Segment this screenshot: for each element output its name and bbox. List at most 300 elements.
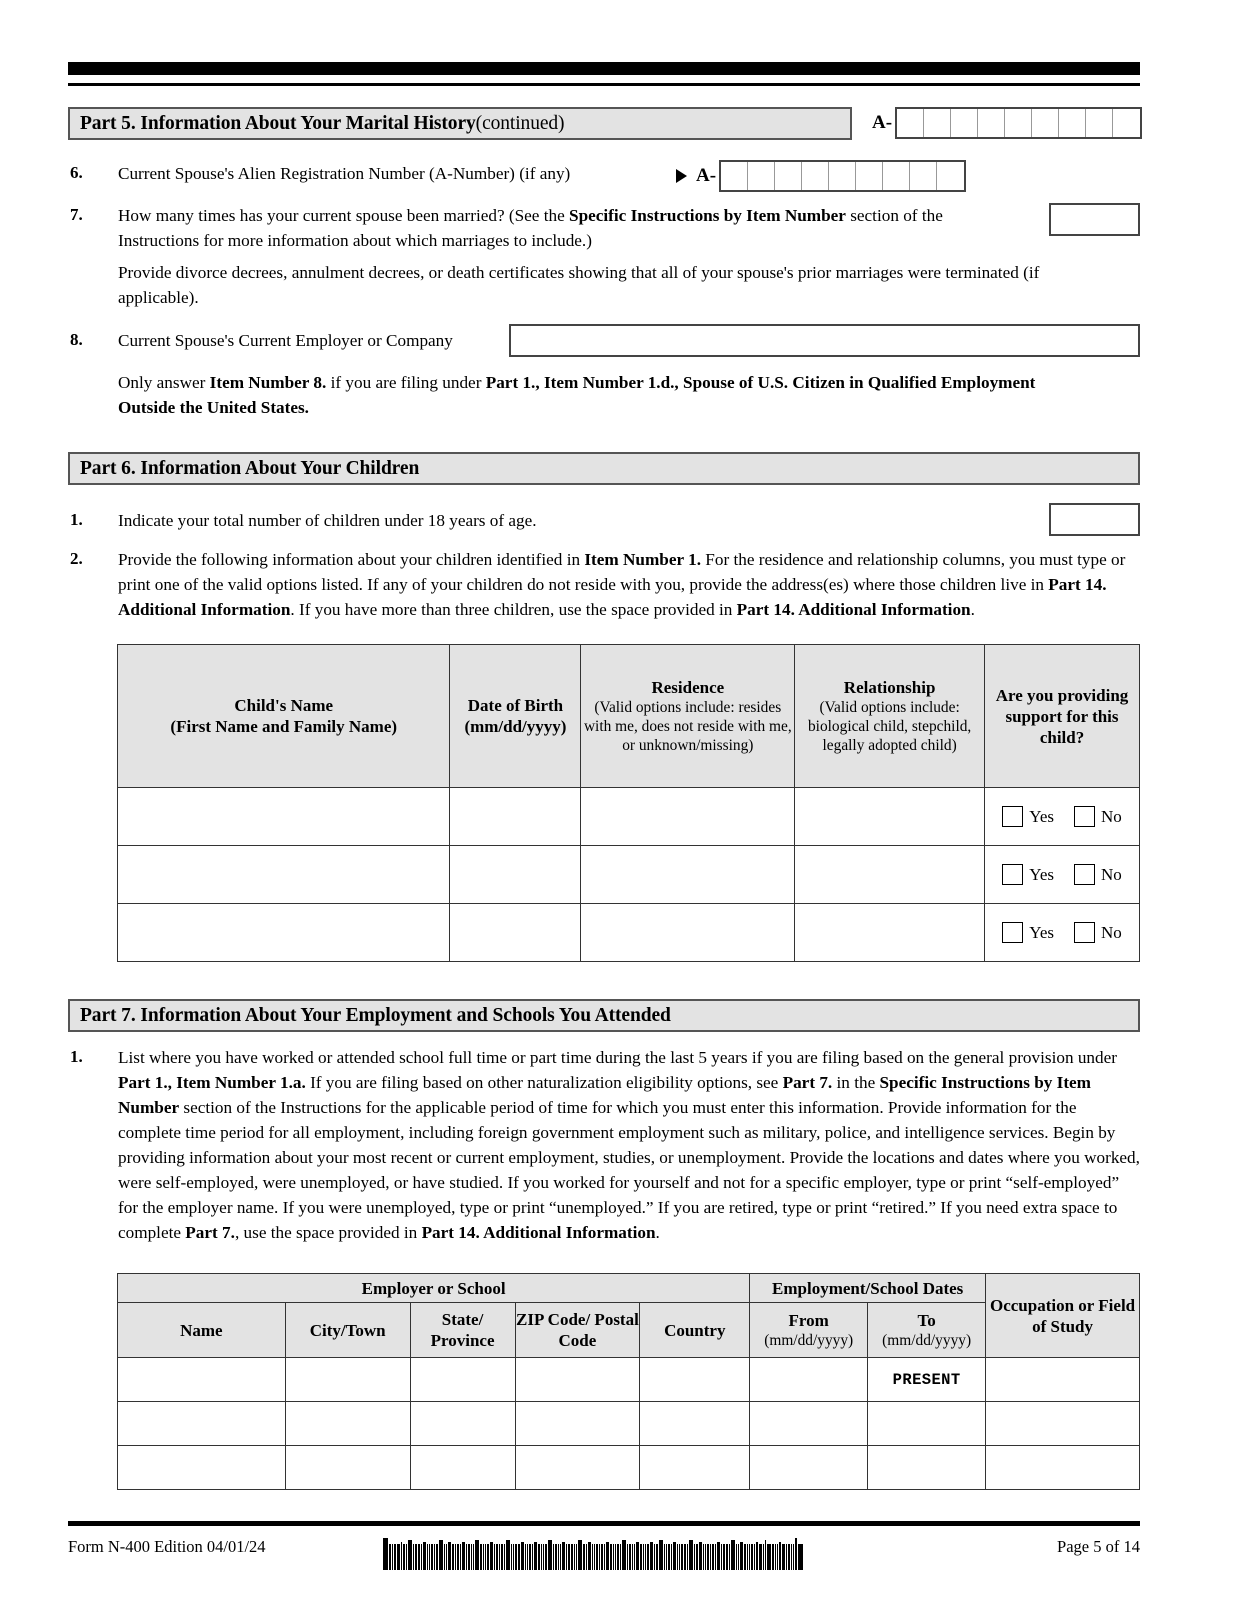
- emp-from-cell[interactable]: [750, 1358, 868, 1402]
- part-7-header: [68, 999, 1140, 1032]
- col-date-of-birth-main: Date of Birth: [467, 696, 564, 715]
- support-no-label: No: [1101, 922, 1122, 942]
- barcode-bar: [494, 1544, 495, 1570]
- table-row: [118, 904, 1140, 962]
- part-7-title: Part 7. Information About Your Employment and Schools You Attended: [80, 1004, 671, 1026]
- support-no-checkbox[interactable]: [1074, 864, 1095, 885]
- barcode-bar: [436, 1544, 438, 1570]
- barcode-bar: [694, 1544, 695, 1570]
- barcode-bar: [504, 1544, 505, 1570]
- anumber-cell[interactable]: [856, 162, 883, 190]
- barcode-bar: [712, 1544, 714, 1570]
- barcode-bar: [389, 1544, 391, 1570]
- col-child-name-sub: (First Name and Family Name): [170, 717, 398, 736]
- emp-country-cell[interactable]: [640, 1402, 750, 1446]
- barcode-bar: [668, 1544, 670, 1570]
- barcode-bar: [588, 1542, 591, 1570]
- barcode-bar: [485, 1544, 486, 1570]
- col-zip-postal: [515, 1303, 640, 1358]
- children-table-header-row: [118, 645, 1140, 788]
- barcode-bar: [613, 1544, 614, 1570]
- barcode-bar: [439, 1540, 443, 1570]
- barcode-bar: [659, 1540, 663, 1570]
- barcode-bar: [736, 1544, 737, 1570]
- col-relationship-main: Relationship: [843, 678, 936, 697]
- support-no-label: No: [1101, 806, 1122, 826]
- barcode-bar: [647, 1544, 649, 1570]
- emp-zip-cell[interactable]: [515, 1446, 640, 1490]
- item-6-number: 6.: [70, 163, 83, 182]
- emp-occupation-cell[interactable]: [986, 1402, 1140, 1446]
- barcode-bar: [501, 1544, 503, 1570]
- barcode-bar: [455, 1544, 456, 1570]
- barcode-bar: [415, 1544, 417, 1570]
- col-date-of-birth-sub: (mm/dd/yyyy): [464, 717, 567, 736]
- barcode-bar: [617, 1544, 619, 1570]
- emp-occupation-cell[interactable]: [986, 1358, 1140, 1402]
- barcode-bar: [583, 1544, 585, 1570]
- col-relationship: [795, 645, 985, 788]
- barcode-bar: [518, 1544, 520, 1570]
- item-8-input[interactable]: [509, 324, 1140, 357]
- barcode-bar: [434, 1544, 435, 1570]
- barcode-bar: [431, 1544, 433, 1570]
- barcode-bar: [622, 1540, 626, 1570]
- col-support: [985, 645, 1140, 788]
- barcode-bar: [383, 1538, 388, 1570]
- part-6-title: Part 6. Information About Your Children: [80, 457, 420, 479]
- anumber-grid[interactable]: [895, 107, 1142, 139]
- support-cell: [985, 904, 1140, 962]
- date-of-birth-cell[interactable]: [450, 788, 581, 846]
- emp-country-cell[interactable]: [640, 1446, 750, 1490]
- barcode-bar: [406, 1544, 407, 1570]
- col-residence-sub: (Valid options include: resides with me, does not reside with me, or unknown/missing): [583, 699, 792, 754]
- support-no-label: No: [1101, 864, 1122, 884]
- barcode-bar: [604, 1544, 605, 1570]
- barcode-bar: [506, 1540, 510, 1570]
- relationship-cell[interactable]: [795, 846, 985, 904]
- barcode-bar: [397, 1544, 400, 1570]
- barcode-bar: [403, 1544, 405, 1570]
- barcode-bar: [444, 1544, 445, 1570]
- part-5-title-continued: (continued): [475, 112, 565, 134]
- barcode-bar: [534, 1542, 537, 1570]
- barcode-bar: [786, 1544, 787, 1570]
- barcode-bar: [715, 1544, 716, 1570]
- barcode-bar: [601, 1544, 603, 1570]
- barcode-bar: [666, 1544, 667, 1570]
- emp-state-cell[interactable]: [410, 1446, 515, 1490]
- barcode-bar: [576, 1544, 577, 1570]
- barcode-bar: [521, 1542, 524, 1570]
- col-date-from: [750, 1303, 868, 1358]
- table-row: [118, 846, 1140, 904]
- table-row: [118, 1446, 1140, 1490]
- item-6-anumber-label: A-: [696, 165, 717, 186]
- barcode-bar: [772, 1544, 774, 1570]
- barcode-bar: [763, 1544, 764, 1570]
- col-occupation-label: Occupation or Field of Study: [989, 1295, 1136, 1336]
- barcode-bar: [795, 1538, 797, 1570]
- barcode-bar: [703, 1544, 704, 1570]
- item-6-label: Current Spouse's Alien Registration Number (A-Number) (if any): [118, 164, 571, 183]
- item-7-note: Provide divorce decrees, annulment decrees, or death certificates showing that all of your spouse's prior marriages were terminated (if applicable).: [118, 263, 1040, 307]
- barcode-bar: [677, 1544, 678, 1570]
- barcode-bar: [515, 1544, 517, 1570]
- col-date-to-main: To: [917, 1311, 936, 1330]
- barcode-bar: [798, 1544, 803, 1570]
- employment-group-header-row: [118, 1274, 1140, 1303]
- barcode-bar: [640, 1544, 642, 1570]
- barcode-bar: [466, 1544, 467, 1570]
- part-6-header: [68, 452, 1140, 485]
- barcode-bar: [568, 1544, 570, 1570]
- barcode-bar: [408, 1540, 412, 1570]
- emp-city-cell[interactable]: [285, 1402, 410, 1446]
- barcode: [383, 1534, 863, 1570]
- barcode-bar: [487, 1544, 489, 1570]
- barcode-bar: [421, 1544, 422, 1570]
- barcode-bar: [594, 1544, 595, 1570]
- barcode-bar: [555, 1544, 557, 1570]
- barcode-bar: [423, 1542, 426, 1570]
- barcode-bar: [731, 1540, 735, 1570]
- col-state-province: [410, 1303, 515, 1358]
- col-group-dates-label: Employment/School Dates: [772, 1278, 964, 1298]
- emp-state-cell[interactable]: [410, 1358, 515, 1402]
- barcode-bar: [558, 1544, 559, 1570]
- barcode-bar: [620, 1544, 621, 1570]
- anumber-cell[interactable]: [951, 109, 978, 137]
- relationship-cell[interactable]: [795, 788, 985, 846]
- present-label: PRESENT: [892, 1370, 961, 1389]
- item-6-anumber-field[interactable]: [676, 160, 966, 192]
- emp-to-cell[interactable]: [868, 1446, 986, 1490]
- col-group-employer-label: Employer or School: [361, 1278, 506, 1298]
- barcode-bar: [707, 1544, 709, 1570]
- item-8-note: Only answer Item Number 8. if you are filing under Part 1., Item Number 1.d., Spouse of U.S. Citizen in Qualified Employment Outside the United States.: [118, 373, 1036, 417]
- barcode-bar: [596, 1544, 598, 1570]
- support-cell: [985, 846, 1140, 904]
- anumber-cell[interactable]: [897, 109, 924, 137]
- relationship-cell[interactable]: [795, 904, 985, 962]
- barcode-bar: [471, 1544, 472, 1570]
- barcode-bar: [586, 1544, 587, 1570]
- anumber-cell[interactable]: [910, 162, 937, 190]
- barcode-bar: [462, 1542, 465, 1570]
- anumber-cell[interactable]: [937, 162, 964, 190]
- col-residence: [581, 645, 795, 788]
- barcode-bar: [793, 1544, 794, 1570]
- barcode-bar: [599, 1544, 600, 1570]
- anumber-cell[interactable]: [883, 162, 910, 190]
- support-cell: [985, 788, 1140, 846]
- children-table: [117, 644, 1140, 962]
- barcode-bar: [689, 1540, 693, 1570]
- barcode-bar: [738, 1544, 739, 1570]
- barcode-bar: [650, 1542, 653, 1570]
- anumber-cell[interactable]: [802, 162, 829, 190]
- table-row: [118, 1402, 1140, 1446]
- emp-country-cell[interactable]: [640, 1358, 750, 1402]
- barcode-bar: [427, 1544, 428, 1570]
- anumber-cell[interactable]: [1113, 109, 1140, 137]
- barcode-bar: [562, 1542, 565, 1570]
- anumber-cell[interactable]: [924, 109, 951, 137]
- barcode-bar: [779, 1542, 781, 1570]
- barcode-bar: [473, 1544, 474, 1570]
- barcode-bar: [749, 1544, 750, 1570]
- barcode-bar: [656, 1544, 658, 1570]
- col-emp-name: [118, 1303, 286, 1358]
- barcode-bar: [696, 1544, 698, 1570]
- anumber-cell[interactable]: [978, 109, 1005, 137]
- part7-item-1-number: 1.: [70, 1047, 83, 1066]
- anumber-cell[interactable]: [748, 162, 775, 190]
- col-occupation: [986, 1274, 1140, 1358]
- barcode-bar: [777, 1544, 778, 1570]
- emp-name-cell[interactable]: [118, 1402, 286, 1446]
- barcode-bar: [548, 1540, 552, 1570]
- col-date-of-birth: [450, 645, 581, 788]
- barcode-bar: [629, 1544, 631, 1570]
- table-row: [118, 788, 1140, 846]
- emp-state-cell[interactable]: [410, 1402, 515, 1446]
- item-8-label: Current Spouse's Current Employer or Company: [118, 331, 453, 350]
- barcode-bar: [729, 1544, 730, 1570]
- support-yes-label: Yes: [1029, 922, 1054, 942]
- barcode-bar: [490, 1542, 493, 1570]
- barcode-bar: [775, 1544, 776, 1570]
- emp-city-cell[interactable]: [285, 1446, 410, 1490]
- barcode-bar: [754, 1544, 755, 1570]
- col-zip-postal-label: ZIP Code/ Postal Code: [516, 1310, 639, 1350]
- anumber-cell[interactable]: [775, 162, 802, 190]
- barcode-bar: [721, 1544, 722, 1570]
- barcode-bar: [610, 1544, 612, 1570]
- col-child-name: [118, 645, 450, 788]
- item-7-answer-box[interactable]: [1049, 203, 1140, 236]
- barcode-bar: [756, 1542, 758, 1570]
- form-edition-label: Form N-400 Edition 04/01/24: [68, 1537, 266, 1556]
- col-country-label: Country: [664, 1320, 726, 1340]
- header-anumber-field[interactable]: [872, 107, 1142, 139]
- barcode-bar: [726, 1544, 728, 1570]
- barcode-bar: [418, 1544, 420, 1570]
- col-date-to-sub: (mm/dd/yyyy): [882, 1332, 972, 1349]
- item-6-anumber-grid[interactable]: [719, 160, 966, 192]
- barcode-bar: [788, 1544, 790, 1570]
- emp-to-cell[interactable]: [868, 1402, 986, 1446]
- barcode-bar: [627, 1544, 628, 1570]
- barcode-bar: [499, 1544, 500, 1570]
- barcode-bar: [457, 1544, 459, 1570]
- item-7-number: 7.: [70, 205, 83, 224]
- footer-rule: [68, 1521, 1140, 1526]
- emp-to-cell[interactable]: [868, 1358, 986, 1402]
- barcode-bar: [705, 1544, 706, 1570]
- barcode-bar: [634, 1544, 635, 1570]
- col-state-province-label: State/ Province: [430, 1310, 495, 1350]
- barcode-bar: [632, 1544, 633, 1570]
- barcode-bar: [606, 1542, 609, 1570]
- barcode-bar: [645, 1544, 646, 1570]
- support-no-checkbox[interactable]: [1074, 922, 1095, 943]
- col-city-town-label: City/Town: [309, 1320, 386, 1340]
- anumber-cell[interactable]: [1032, 109, 1059, 137]
- barcode-bar: [496, 1544, 498, 1570]
- col-support-main: Are you providing support for this child?: [995, 685, 1129, 747]
- barcode-bar: [636, 1542, 639, 1570]
- barcode-bar: [671, 1544, 672, 1570]
- barcode-bar: [452, 1544, 454, 1570]
- anumber-cell[interactable]: [1059, 109, 1086, 137]
- barcode-bar: [446, 1544, 447, 1570]
- item-7-label: How many times has your current spouse been married? (See the Specific Instructions by Item Number section of the Instructions for more information about which marriages to include.): [118, 206, 943, 250]
- anumber-cell[interactable]: [829, 162, 856, 190]
- date-of-birth-cell[interactable]: [450, 846, 581, 904]
- barcode-bar: [751, 1544, 753, 1570]
- table-row: [118, 1358, 1140, 1402]
- barcode-bar: [413, 1544, 414, 1570]
- col-group-employer: [118, 1274, 750, 1303]
- employment-table: [117, 1273, 1140, 1490]
- part-5-header: [68, 107, 852, 140]
- anumber-cell[interactable]: [1005, 109, 1032, 137]
- barcode-bar: [541, 1544, 542, 1570]
- residence-cell[interactable]: [581, 788, 795, 846]
- barcode-bar: [468, 1544, 470, 1570]
- barcode-bar: [392, 1544, 393, 1570]
- barcode-bar: [538, 1544, 540, 1570]
- barcode-bar: [654, 1544, 655, 1570]
- barcode-bar: [699, 1542, 702, 1570]
- barcode-bar: [543, 1544, 544, 1570]
- anumber-label: A-: [872, 112, 893, 133]
- part6-item-1-number: 1.: [70, 510, 83, 529]
- barcode-bar: [717, 1542, 720, 1570]
- part6-item-1-answer-box[interactable]: [1049, 503, 1140, 536]
- barcode-bar: [560, 1544, 561, 1570]
- barcode-bar: [394, 1544, 396, 1570]
- col-residence-main: Residence: [651, 678, 725, 697]
- date-of-birth-cell[interactable]: [450, 904, 581, 962]
- barcode-bar: [747, 1544, 748, 1570]
- item-8-number: 8.: [70, 330, 83, 349]
- part6-item-2-label: Provide the following information about your children identified in Item Number 1. For the residence and relationship columns, you must type or print one of the valid options listed. If any of your children do not reside with you, provide the address(es) where those children live in Part 14. Additional Information. If you have more than three children, use the space provided in Part 14. Additional Information.: [118, 550, 1126, 619]
- barcode-bar: [740, 1542, 743, 1570]
- barcode-bar: [401, 1542, 402, 1570]
- child-name-cell[interactable]: [118, 846, 450, 904]
- barcode-bar: [664, 1544, 665, 1570]
- barcode-bar: [723, 1544, 725, 1570]
- col-country: [640, 1303, 750, 1358]
- barcode-bar: [578, 1540, 582, 1570]
- emp-name-cell[interactable]: [118, 1358, 286, 1402]
- barcode-bar: [643, 1544, 644, 1570]
- part7-item-1-label: List where you have worked or attended school full time or part time during the last 5 years if you are filing based on the general provision under Part 1., Item Number 1.a. If you are filing based on other naturalization eligibility options, see Part 7. in the Specific Instructions by Item Number section of the Instructions for the applicable period of time for which you must enter this information. Provide information for the complete time period for all employment, including foreign government employment such as military, police, and intelligence services. Begin by providing information about your most recent or current employment, studies, or unemployment. Provide the locations and dates where you worked, were self-employed, were unemployed, or have studied. If you worked for yourself and not for a specific employer, type or print “self-employed” for the employer name. If you were unemployed, type or print “unemployed.” If you are retired, type or print “retired.” If you need extra space to complete Part 7., use the space provided in Part 14. Additional Information.: [118, 1048, 1140, 1242]
- emp-occupation-cell[interactable]: [986, 1446, 1140, 1490]
- barcode-bar: [687, 1544, 688, 1570]
- support-yes-checkbox[interactable]: [1002, 864, 1023, 885]
- barcode-bar: [681, 1544, 683, 1570]
- barcode-bar: [566, 1544, 567, 1570]
- barcode-bar: [615, 1544, 616, 1570]
- barcode-bar: [475, 1540, 479, 1570]
- top-rule-thin: [68, 83, 1140, 86]
- support-yes-checkbox[interactable]: [1002, 806, 1023, 827]
- barcode-bar: [448, 1542, 451, 1570]
- barcode-bar: [673, 1542, 676, 1570]
- barcode-bar: [511, 1544, 512, 1570]
- barcode-bar: [460, 1544, 461, 1570]
- child-name-cell[interactable]: [118, 904, 450, 962]
- barcode-bar: [765, 1540, 766, 1570]
- barcode-bar: [710, 1544, 711, 1570]
- part-5-title: Part 5. Information About Your Marital History: [80, 112, 476, 134]
- barcode-bar: [574, 1544, 575, 1570]
- col-emp-name-label: Name: [180, 1320, 223, 1340]
- col-group-dates: [750, 1274, 986, 1303]
- emp-from-cell[interactable]: [750, 1446, 868, 1490]
- col-date-from-main: From: [788, 1311, 829, 1330]
- residence-cell[interactable]: [581, 846, 795, 904]
- col-date-to: [868, 1303, 986, 1358]
- top-rule-thick: [68, 62, 1140, 75]
- emp-zip-cell[interactable]: [515, 1402, 640, 1446]
- child-name-cell[interactable]: [118, 788, 450, 846]
- support-yes-label: Yes: [1029, 806, 1054, 826]
- barcode-bar: [553, 1544, 554, 1570]
- arrow-icon: [676, 169, 687, 183]
- col-relationship-sub: (Valid options include: biological child, stepchild, legally adopted child): [807, 699, 972, 754]
- anumber-cell[interactable]: [721, 162, 748, 190]
- barcode-bar: [527, 1544, 528, 1570]
- barcode-bar: [592, 1544, 593, 1570]
- barcode-bar: [429, 1544, 430, 1570]
- emp-name-cell[interactable]: [118, 1446, 286, 1490]
- barcode-bar: [571, 1544, 573, 1570]
- barcode-bar: [759, 1544, 762, 1570]
- support-yes-checkbox[interactable]: [1002, 922, 1023, 943]
- part6-item-1-label: Indicate your total number of children under 18 years of age.: [118, 511, 537, 530]
- col-child-name-main: Child's Name: [234, 696, 334, 715]
- barcode-bar: [513, 1544, 514, 1570]
- support-yes-label: Yes: [1029, 864, 1054, 884]
- barcode-bar: [525, 1544, 526, 1570]
- barcode-bar: [679, 1544, 680, 1570]
- part6-item-2-number: 2.: [70, 549, 83, 568]
- anumber-cell[interactable]: [1086, 109, 1113, 137]
- support-no-checkbox[interactable]: [1074, 806, 1095, 827]
- col-date-from-sub: (mm/dd/yyyy): [764, 1332, 854, 1349]
- barcode-bar: [532, 1544, 533, 1570]
- barcode-bar: [684, 1544, 686, 1570]
- barcode-bar: [791, 1544, 792, 1570]
- barcode-bar: [529, 1544, 531, 1570]
- emp-zip-cell[interactable]: [515, 1358, 640, 1402]
- page-number-label: Page 5 of 14: [1057, 1537, 1140, 1556]
- residence-cell[interactable]: [581, 904, 795, 962]
- barcode-bar: [480, 1544, 482, 1570]
- barcode-bar: [767, 1544, 771, 1570]
- barcode-bar: [545, 1544, 547, 1570]
- barcode-bar: [483, 1544, 484, 1570]
- col-city-town: [285, 1303, 410, 1358]
- emp-from-cell[interactable]: [750, 1402, 868, 1446]
- emp-city-cell[interactable]: [285, 1358, 410, 1402]
